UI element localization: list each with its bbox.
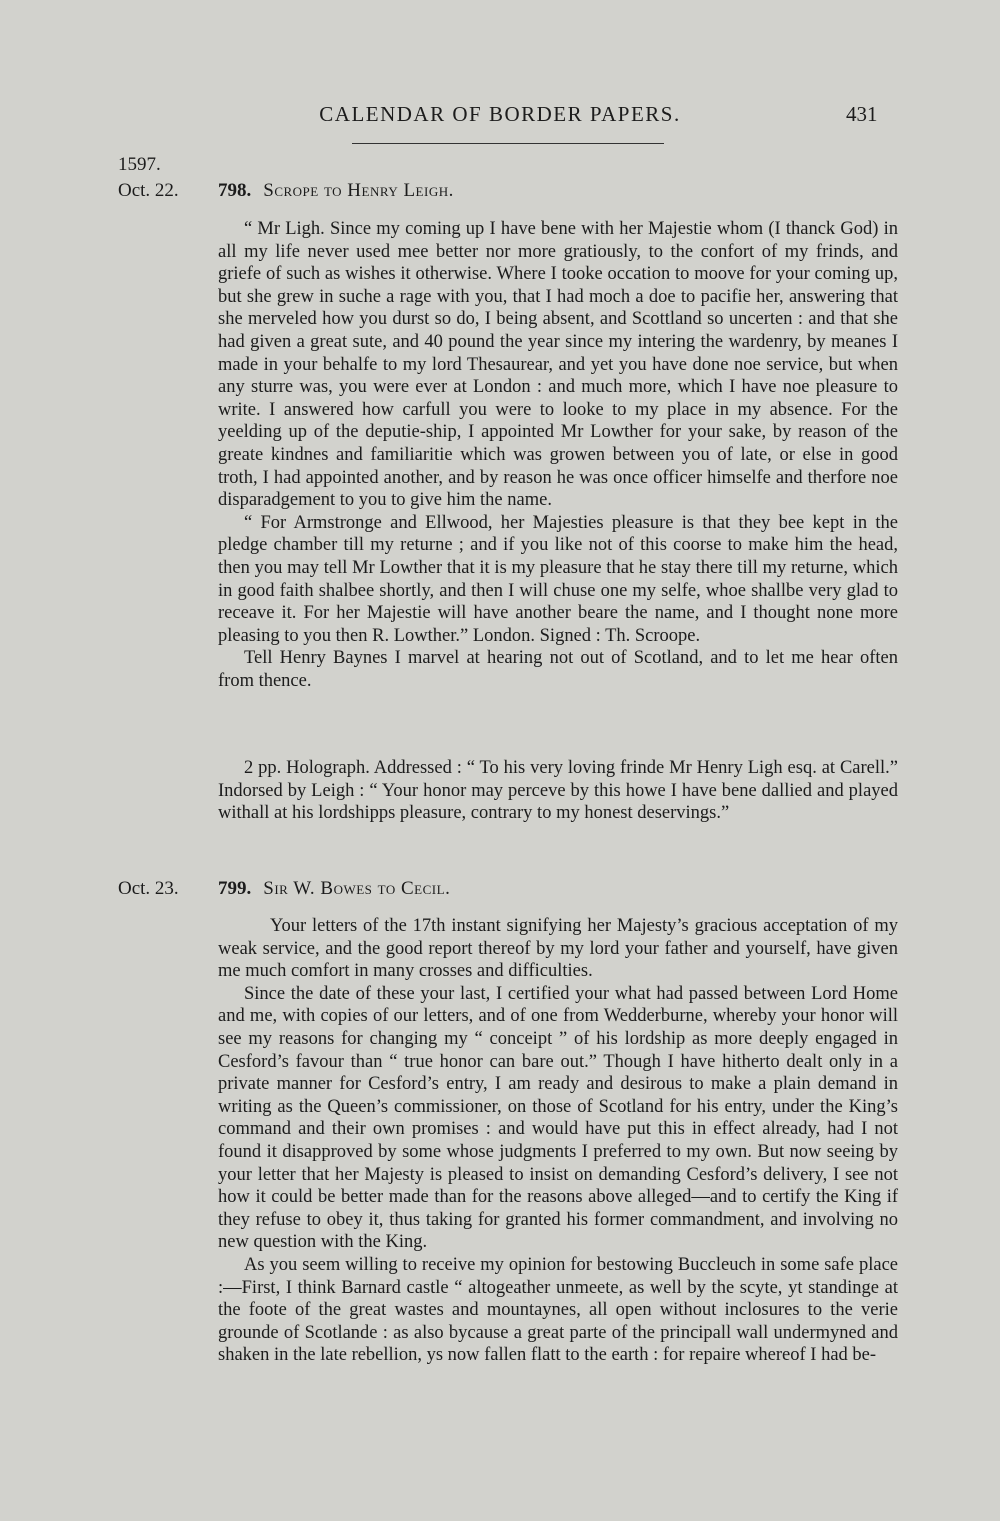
year-label: 1597.	[118, 154, 161, 175]
entry-title: Sir W. Bowes to Cecil.	[263, 878, 451, 899]
entry-heading-799	[118, 878, 898, 900]
header-rule	[352, 143, 664, 144]
paragraph: Your letters of the 17th instant signifying her Majesty’s gracious acceptation of my weak service, and the good report thereof by my lord your father and yourself, have given me much comfort in many crosses and difficulties.	[218, 916, 898, 982]
entry-number: 798.	[218, 180, 252, 201]
entry-date: Oct. 23.	[118, 878, 179, 899]
paragraph: Since the date of these your last, I certified your what had passed between Lord Home and me, with copies of our letters, and of one from Wedderburne, whereby your honor will see my reasons for changing my “ conceipt ” of his lordship as more deeply engaged in Cesford’s favour than “ true honor can bare out.” Though I have hitherto dealt only in a private manner for Cesford’s entry, I am ready and desirous to make a plain demand in writing as the Queen’s commissioner, on those of Scotland for his entry, under the King’s command and their own promises : and would have put this in effect already, had I not found it disapproved by some whose judgments I preferred to my own. But now seeing by your letter that her Majesty is pleased to insist on demanding Cesford’s delivery, I see not how it could be better made than for the reasons above alleged—and to certify the King if they refuse to obey it, thus taking for granted his former commandment, and involving no new question with the King.	[218, 983, 898, 1253]
paragraph: As you seem willing to receive my opinion for bestowing Buccleuch in some safe place :—First, I think Barnard castle “ altogeather unmeete, as well by the scyte, yt standinge at the foote of the great wastes and mountaynes, all open without inclosures to the verie grounde of Scotlande : as also bycause a great parte of the principall wall undermyned and shaken in the late rebellion, ys now fallen flatt to the earth : for repaire whereof I had be-	[218, 1254, 898, 1366]
running-title: CALENDAR OF BORDER PAPERS.	[319, 102, 681, 126]
paragraph: “ For Armstronge and Ellwood, her Majesties pleasure is that they bee kept in the pledge chamber till my returne ; and if you like not of this coorse to make him the head, then you may tell Mr Lowther that it is my pleasure that he stay there till my returne, which in good faith shalbee shortly, and then I will chuse one my selfe, whoe shallbe very glad to receave it. For her Majestie will have another beare the name, and I thought none more pleasing to you then R. Lowther.” London. Signed : Th. Scroope.	[218, 512, 898, 646]
entry-number: 799.	[218, 878, 252, 899]
entry-heading-798	[118, 180, 898, 202]
endorsement-note: 2 pp. Holograph. Addressed : “ To his very loving frinde Mr Henry Ligh esq. at Carell.” Indorsed by Leigh : “ Your honor may perceve by this howe I have bene dallied and played withall at his lordshipps pleasure, contrary to my honest deservings.”	[218, 758, 898, 824]
page-header	[0, 102, 1000, 142]
paragraph: Tell Henry Baynes I marvel at hearing not out of Scotland, and to let me hear often from thence.	[218, 648, 898, 691]
entry-title: Scrope to Henry Leigh.	[263, 180, 454, 201]
entry-body-798	[218, 218, 898, 692]
entry-date: Oct. 22.	[118, 180, 179, 201]
paragraph: “ Mr Ligh. Since my coming up I have bene with her Majestie whom (I thanck God) in all my life never used mee better nor more gratiously, to the confort of my frinds, and griefe of such as wishes it otherwise. Where I tooke occation to moove for your coming up, but she grew in suche a rage with you, that I had moch a doe to pacifie her, answering that she merveled how you durst so do, I being absent, and Scottland so uncerten : and that she had given a great sute, and 40 pound the year since my intering the wardenry, by meanes I made in your behalfe to my lord Thesaurear, and yet you have done noe service, but when any sturre was, you were ever at London : and much more, which I have noe pleasure to write. I answered how carfull you were to looke to my place in my absence. For the yeelding up of the deputie-ship, I appointed Mr Lowther for your sake, by reason of the greate kindnes and familiaritie which was growen between you of late, or else in good troth, I had appointed another, and by reason he was once officer himselfe and therfore noe disparadgement to you to give him the name.	[218, 219, 898, 511]
page-number: 431	[846, 102, 878, 126]
entry-meta-798	[218, 757, 898, 825]
entry-body-799	[218, 915, 898, 1367]
